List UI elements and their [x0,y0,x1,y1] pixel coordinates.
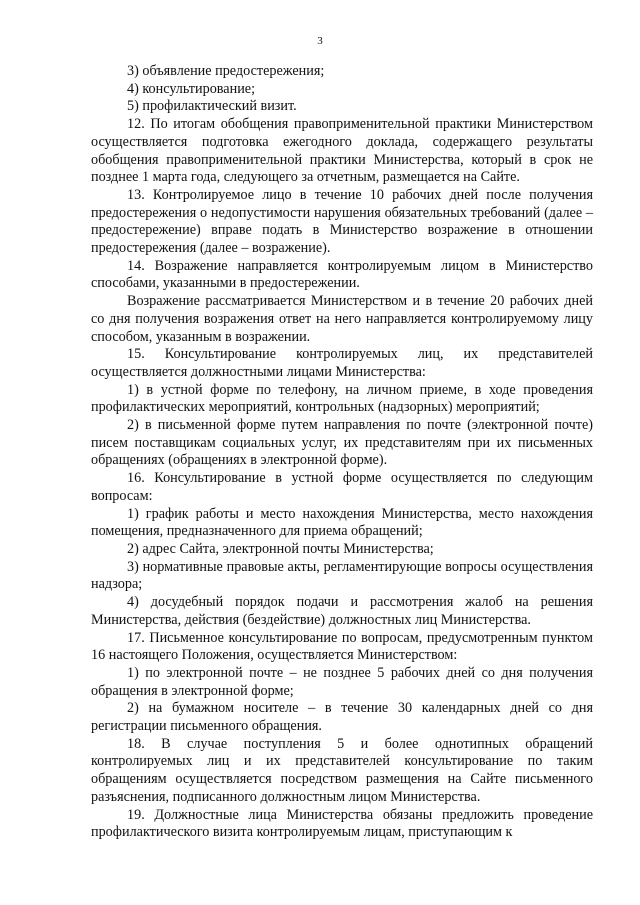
paragraph-13: 13. Контролируемое лицо в течение 10 рабочих дней после получения предостережения о недопустимости нарушения обязательных требований (далее – предостережение) вправе подать в Министерство возражение в отношении предостережения (далее – возражение). [91,186,593,257]
list-item-4: 4) консультирование; [127,80,256,97]
paragraph-14-continued: Возражение рассматривается Министерством и в течение 20 рабочих дней со дня получения возражения ответ на него направляется контролируемому лицу способом, указанным в возражении. [91,293,593,345]
paragraph-14: 14. Возражение направляется контролируемым лицом в Министерство способами, указанными в предостережении. [91,257,593,292]
list-item-3: 3) объявление предостережения; [127,63,325,79]
paragraph-16-item-2: 2) адрес Сайта, электронной почты Министерства; [127,540,434,557]
paragraph-17-item-2: 2) на бумажном носителе – в течение 30 календарных дней со дня регистрации письменного обращения. [91,700,593,735]
paragraph-12: 12. По итогам обобщения правоприменительной практики Министерством осуществляется подготовка ежегодного доклада, содержащего результаты обобщения правоприменительной практики Министерства, который в срок не позднее 1 марта года, следующего за отчетным, размещается на Сайте. [91,116,593,186]
paragraph-17-item-1: 1) по электронной почте – не позднее 5 рабочих дней со дня получения обращения в электронной форме; [91,664,593,699]
paragraph-16-item-4: 4) досудебный порядок подачи и рассмотрения жалоб на решения Министерства, действия (бездействие) должностных лиц Министерства. [91,594,593,628]
page-number: 3 [317,35,323,47]
paragraph-16-item-1: 1) график работы и место нахождения Министерства, место нахождения помещения, предназначенного для приема обращений; [91,505,593,540]
paragraph-18: 18. В случае поступления 5 и более однотипных обращений контролируемых лиц и их представителей консультирование по таким обращениям осуществляется посредством размещения на Сайте письменного разъяснения, подписанного должностным лицом Министерства. [91,735,593,805]
paragraph-16-item-3: 3) нормативные правовые акты, регламентирующие вопросы осуществления надзора; [91,558,593,593]
paragraph-15-item-1: 1) в устной форме по телефону, на личном приеме, в ходе проведения профилактических мероприятий, контрольных (надзорных) мероприятий; [91,381,593,416]
document-body [91,63,593,842]
paragraph-16: 16. Консультирование в устной форме осуществляется по следующим вопросам: [91,470,593,504]
paragraph-15: 15. Консультирование контролируемых лиц, их представителей осуществляется должностными лицами Министерства: [91,346,593,380]
list-item-5: 5) профилактический визит. [127,98,297,115]
paragraph-17: 17. Письменное консультирование по вопросам, предусмотренным пунктом 16 настоящего Положения, осуществляется Министерством: [91,629,593,664]
paragraph-19: 19. Должностные лица Министерства обязаны предложить проведение профилактического визита контролируемым лицам, приступающим к [91,806,593,841]
paragraph-15-item-2: 2) в письменной форме путем направления по почте (электронной почте) писем поставщикам социальных услуг, их представителям при их письменных обращениях (обращениях в электронной форме). [91,417,593,469]
